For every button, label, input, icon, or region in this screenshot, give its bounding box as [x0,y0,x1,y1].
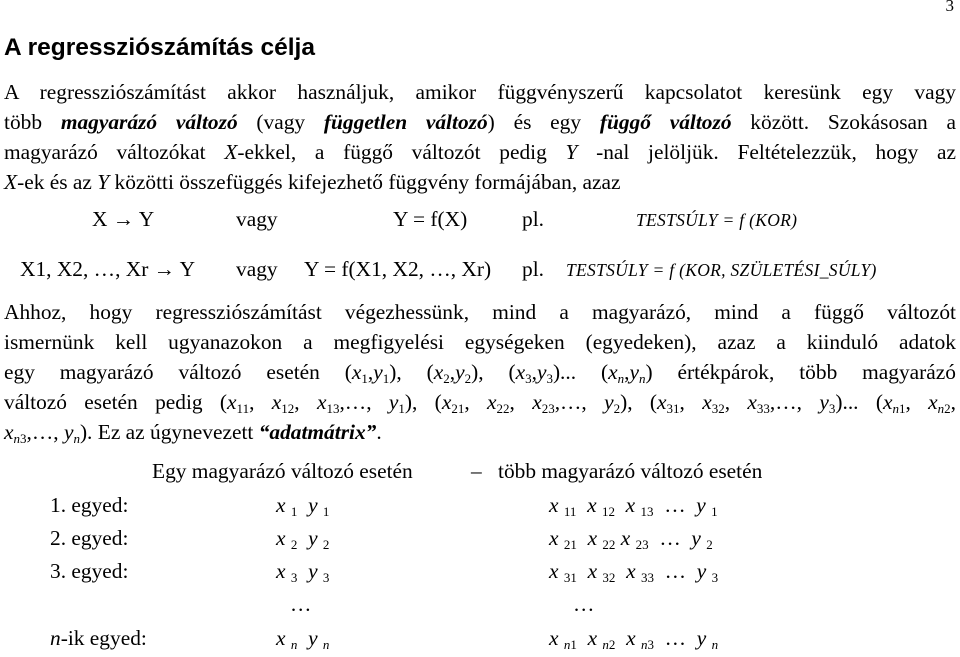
row-label-3: 3. egyed: [50,559,129,583]
single-row-n: x $_n$ y $_n$ [276,626,330,652]
term-fuggo: függő változó [599,110,732,134]
eq1-left: X → Y [92,207,155,231]
data-line-2: ismernünk kell ugyanazokon a megfigyelési egységeken (egyedeken), azaz a kiinduló adatok [4,330,956,354]
eq1-vagy: vagy [236,207,278,231]
intro-line-4: X-ek és az Y közötti összefüggés kifejezhető függvény formájában, azaz [4,170,621,194]
eq1-formula: Y = f(X) [393,207,468,231]
eq2-example: TESTSÚLY = f (KOR, SZÜLETÉSI_SÚLY) [566,260,877,280]
multi-row-n: x $_{n1}$ x $_{n2}$ x $_{n3}$ … y $_n$ [549,626,719,652]
data-line-1: Ahhoz, hogy regressziószámítást végezhessünk, mind a magyarázó, mind a függő változót [4,300,956,324]
table-header-left: Egy magyarázó változó esetén [152,459,413,483]
data-line-4: változó esetén pedig ($x_{11}$, $x_{12}$, $x_{13},\dots$, $y_1$), ($x_{21}$, $x_{22}$, $x_{23},\dots$, $y_2$), ($x_{31}$, $x_{32}$, $x_{33},\dots$, $y_3$)... ($x_{n1}$, $x_{n2}$, [4,390,957,416]
eq1-example: TESTSÚLY = f (KOR) [636,210,798,230]
data-line-3: egy magyarázó változó esetén $(x_1,y_1)$, $(x_2,y_2)$, $(x_3,y_3)$... $(x_n,y_n)$ értékpárok, több magyarázó [4,360,956,386]
intro-paragraph [4,77,956,197]
eq2-pl: pl. [522,257,544,281]
multi-row-3: x $_{31}$ x $_{32}$ x $_{33}$ … y $_3$ [549,559,719,585]
single-row-3: x $_3$ y $_3$ [276,559,330,585]
data-line-5: $x_{n3},\dots$, $y_n$). Ez az úgynevezett “adatmátrix”. [4,420,382,446]
row-label-2: 2. egyed: [50,526,129,550]
table-header-right: több magyarázó változó esetén [498,459,763,483]
eq2-left: X1, X2, …, Xr → Y [20,257,196,281]
multi-row-2: x $_{21}$ x $_{22}$ x $_{23}$ … y $_2$ [549,526,713,552]
page-title: A regressziószámítás célja [4,34,315,61]
term-fuggetlen: független változó [323,110,488,134]
intro-line-3: magyarázó változókat X-ekkel, a függő változót pedig Y -nal jelöljük. Feltételezzük, hogy az [4,140,956,164]
multi-row-1: x $_{11}$ x $_{12}$ x $_{13}$ … y $_1$ [549,493,718,519]
eq2-vagy: vagy [236,257,278,281]
single-row-2: x $_2$ y $_2$ [276,526,330,552]
row-label-n: n-ik egyed: [50,626,147,650]
multi-ellipsis: … [573,592,595,616]
row-label-1: 1. egyed: [50,493,129,517]
eq2-formula: Y = f(X1, X2, …, Xr) [304,257,492,281]
page-number: 3 [945,0,954,15]
single-ellipsis: … [290,592,312,616]
intro-line-1: A regressziószámítást akkor használjuk, amikor függvényszerű kapcsolatot keresünk egy vagy [4,80,956,104]
term-magyarazo: magyarázó változó [60,110,238,134]
eq1-pl: pl. [522,207,544,231]
data-paragraph [4,297,956,447]
intro-line-2: több magyarázó változó (vagy független változó) és egy függő változó között. Szokásosan a [4,110,956,134]
term-adatmatrix: adatmátrix [269,420,366,444]
single-row-1: x $_1$ y $_1$ [276,493,330,519]
table-header-dash: – [471,459,482,483]
